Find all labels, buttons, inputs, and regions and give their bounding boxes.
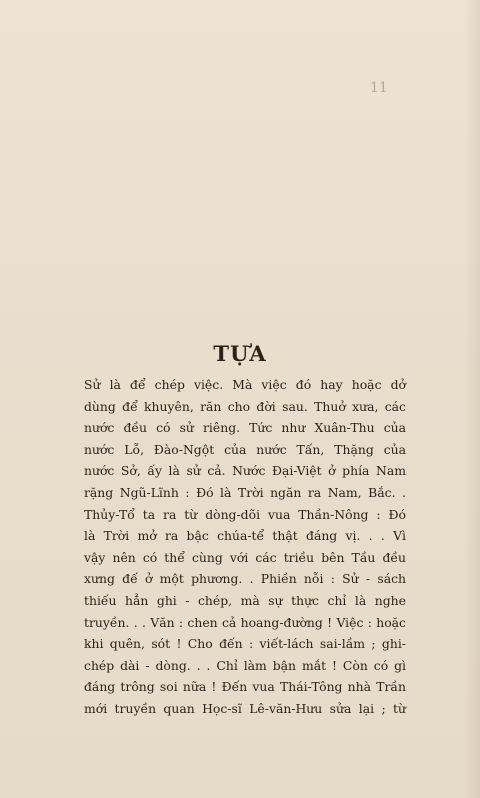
page-edge-shadow bbox=[464, 0, 480, 798]
page-number: 11 bbox=[370, 80, 388, 96]
text-line: nước đều có sử riêng. Tức như Xuân-Thu của bbox=[84, 420, 406, 436]
text-line: chép dài - dòng. . . Chỉ làm bận mắt ! Còn có gì bbox=[84, 657, 406, 673]
text-line: vậy nên có thể cùng với các triều bên Tầu đều bbox=[84, 549, 406, 565]
text-line: nước Sở, ấy là sử cả. Nước Đại-Việt ở phía Nam bbox=[84, 463, 406, 479]
preface-body bbox=[84, 374, 406, 720]
text-line: dùng để khuyên, răn cho đời sau. Thuở xưa, các bbox=[84, 398, 406, 414]
text-line: khi quên, sót ! Cho đến : viết-lách sai-lầm ; ghi- bbox=[84, 636, 406, 652]
text-line: rặng Ngũ-Lĩnh : Đó là Trời ngăn ra Nam, Bắc. . bbox=[84, 484, 406, 500]
text-line: Thủy-Tổ ta ra từ dòng-dõi vua Thần-Nông : Đó bbox=[84, 506, 406, 522]
text-line: đáng trông soi nữa ! Đến vua Thái-Tông nhà Trần bbox=[84, 679, 406, 695]
text-line: Sử là để chép việc. Mà việc đó hay hoặc dở bbox=[84, 377, 406, 392]
text-line: thiếu hẳn ghi - chép, mà sự thực chỉ là nghe bbox=[84, 592, 406, 608]
text-line: xưng đế ở một phương. . Phiền nỗi : Sử - sách bbox=[84, 571, 406, 587]
page-title: TỰA bbox=[213, 341, 267, 366]
text-line: truyền. . . Văn : chen cả hoang-đường ! Việc : hoặc bbox=[84, 614, 406, 630]
text-line: là Trời mở ra bậc chúa-tể thật đáng vị. . . Vì bbox=[84, 528, 406, 544]
text-line: nước Lỗ, Đào-Ngột của nước Tấn, Thặng của bbox=[84, 441, 406, 457]
text-line: mới truyền quan Học-sĩ Lê-văn-Hưu sửa lại ; từ bbox=[84, 700, 406, 716]
